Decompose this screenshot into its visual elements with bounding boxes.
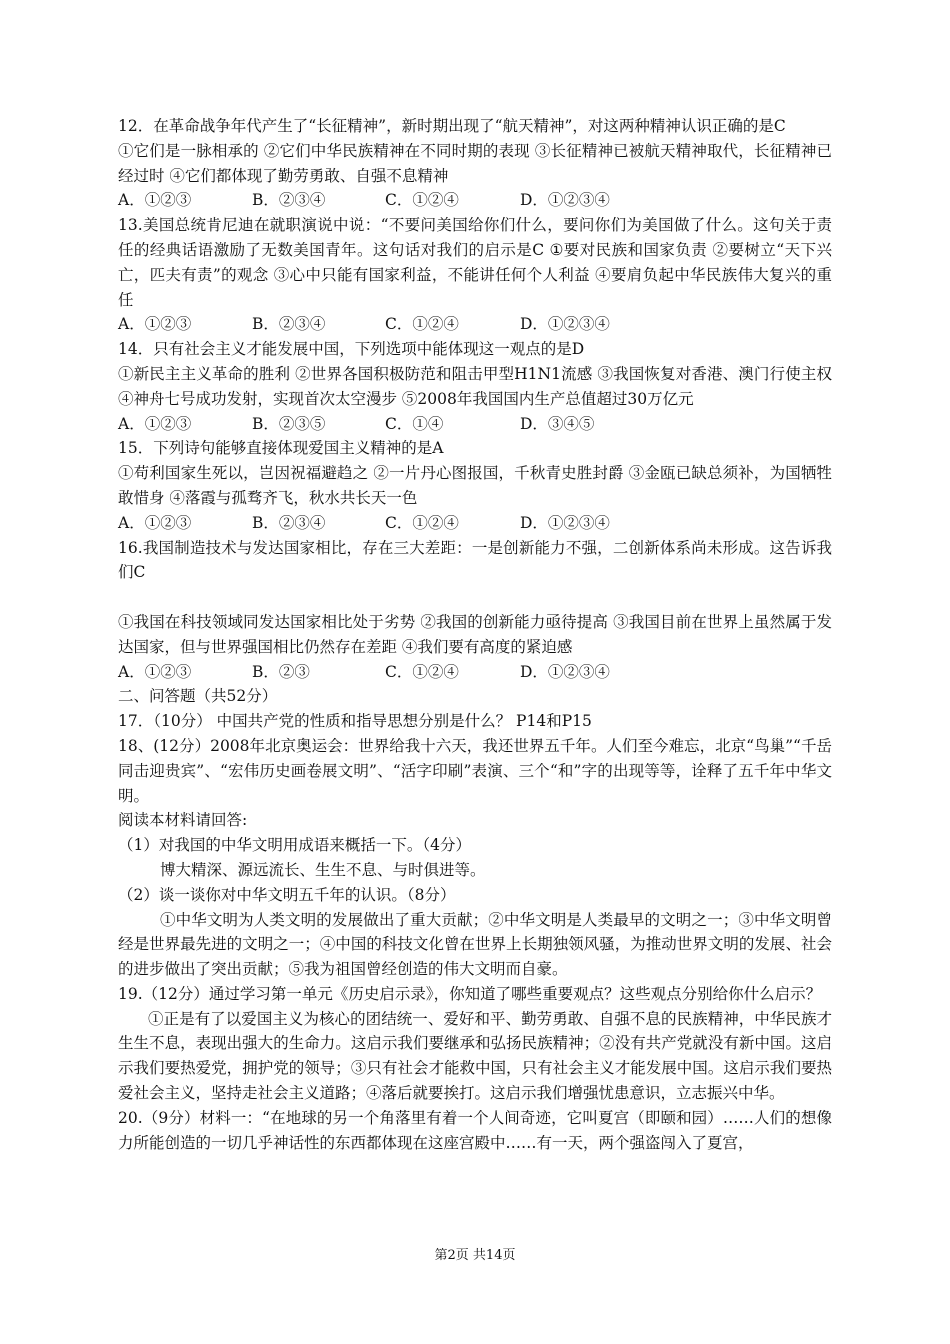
blank-line	[118, 585, 832, 610]
question-17: 17．（10分） 中国共产党的性质和指导思想分别是什么？ P14和P15	[118, 712, 592, 731]
question-15	[118, 436, 832, 535]
option-b: B．②③	[252, 662, 310, 681]
question-19	[118, 982, 832, 1106]
sub-question-1: （1）对我国的中华文明用成语来概括一下。（4分）	[118, 836, 471, 855]
question-stem: 18、(12分）2008年北京奥运会：世界给我十六天，我还世界五千年。人们至今难忘，北京“鸟巢”“千岳同击迎贵宾”、“宏伟历史画卷展文明”、“活字印刷”表演、三个“和”字的出现等等，诠释了五千年中华文明。	[118, 736, 832, 805]
option-c: C．①②④	[385, 513, 459, 532]
question-items: ①苟利国家生死以，岂因祝福避趋之 ②一片丹心图报国，千秋青史胜封爵 ③金瓯已缺总须补，为国牺牲敢惜身 ④落霞与孤骛齐飞，秋水共长天一色	[118, 464, 832, 507]
reading-prompt: 阅读本材料请回答:	[118, 811, 248, 830]
option-d: D．①②③④	[520, 662, 610, 681]
sub-question-2: （2）谈一谈你对中华文明五千年的认识。（8分）	[118, 885, 456, 904]
option-c: C．①②④	[385, 315, 459, 334]
page-footer: 第2页 共14页	[434, 1248, 516, 1263]
answer-1: 博大精深、源远流长、生生不息、与时俱进等。	[160, 860, 486, 879]
option-b: B．②③④	[252, 191, 326, 210]
question-14	[118, 337, 832, 436]
answer-options	[118, 188, 832, 213]
option-b: B．②③④	[252, 315, 326, 334]
question-16	[118, 536, 832, 685]
option-a: A．①②③	[118, 315, 192, 334]
question-13	[118, 213, 832, 337]
option-a: A．①②③	[118, 662, 192, 681]
question-items: ①新民主主义革命的胜利 ②世界各国积极防范和阻击甲型H1N1流感 ③我国恢复对香港、澳门行使主权 ④神舟七号成功发射，实现首次太空漫步 ⑤2008年我国国内生产总值超过30万亿元	[118, 364, 832, 408]
option-c: C．①②④	[385, 191, 459, 210]
question-items: ①我国在科技领域同发达国家相比处于劣势 ②我国的创新能力亟待提高 ③我国目前在世界上虽然属于发达国家，但与世界强国相比仍然存在差距 ④我们要有高度的紧迫感	[118, 612, 832, 656]
answer-options	[118, 312, 832, 337]
option-d: D．①②③④	[520, 513, 610, 532]
option-c: C．①④	[385, 414, 444, 433]
question-18	[118, 734, 832, 982]
answer-2: ①中华文明为人类文明的发展做出了重大贡献；②中华文明是人类最早的文明之一；③中华文明曾经是世界最先进的文明之一；④中国的科技文化曾在世界上长期独领风骚，为推动世界文明的发展、社会的进步做出了突出贡献；⑤我为祖国曾经创造的伟大文明而自豪。	[118, 910, 832, 979]
question-20	[118, 1106, 832, 1156]
question-stem: 20.（9分）材料一：“在地球的另一个角落里有着一个人间奇迹，它叫夏宫（即颐和园）……人们的想像力所能创造的一切几乎神话性的东西都体现在这座宫殿中……有一天，两个强盗闯入了夏宫，	[118, 1108, 832, 1152]
section-heading: 二、问答题（共52分）	[118, 687, 278, 706]
option-b: B．②③⑤	[252, 414, 326, 433]
question-stem: 12．在革命战争年代产生了“长征精神”，新时期出现了“航天精神”，对这两种精神认识正确的是C	[118, 117, 786, 135]
question-stem: 15．下列诗句能够直接体现爱国主义精神的是A	[118, 439, 444, 458]
question-stem: 19.（12分）通过学习第一单元《历史启示录》，你知道了哪些重要观点？这些观点分别给你什么启示？	[118, 984, 822, 1003]
option-d: D．③④⑤	[520, 414, 595, 433]
option-a: A．①②③	[118, 414, 192, 433]
option-d: D．①②③④	[520, 315, 610, 334]
document-body	[118, 114, 832, 1155]
answer: ①正是有了以爱国主义为核心的团结统一、爱好和平、勤劳勇敢、自强不息的民族精神，中华民族才生生不息，表现出强大的生命力。这启示我们要继承和弘扬民族精神；②没有共产党就没有新中国。这启示我们要热爱党，拥护党的领导；③只有社会才能救中国，只有社会主义才能发展中国。这启示我们要热爱社会主义，坚持走社会主义道路；④落后就要挨打。这启示我们增强忧患意识，立志振兴中华。	[118, 1009, 832, 1103]
option-b: B．②③④	[252, 513, 326, 532]
question-stem: 16.我国制造技术与发达国家相比，存在三大差距：一是创新能力不强，二创新体系尚未形成。这告诉我们C	[118, 538, 832, 582]
question-stem: 13.美国总统肯尼迪在就职演说中说：“不要问美国给你们什么，要问你们为美国做了什么。这句关于责任的经典话语激励了无数美国青年。这句话对我们的启示是C ①要对民族和国家负责 ②要树立“天下兴亡，匹夫有责”的观念 ③心中只能有国家利益，不能讲任何个人利益 ④要肩负起中华民族伟大复兴的重任	[118, 216, 832, 309]
question-items: ①它们是一脉相承的 ②它们中华民族精神在不同时期的表现 ③长征精神已被航天精神取代，长征精神已经过时 ④它们都体现了勤劳勇敢、自强不息精神	[118, 141, 832, 185]
answer-options	[118, 511, 832, 536]
question-12	[118, 114, 832, 213]
answer-options	[118, 412, 832, 437]
option-a: A．①②③	[118, 191, 192, 210]
option-a: A．①②③	[118, 513, 192, 532]
option-c: C．①②④	[385, 662, 459, 681]
question-stem: 14．只有社会主义才能发展中国，下列选项中能体现这一观点的是D	[118, 340, 585, 359]
option-d: D．①②③④	[520, 191, 610, 210]
answer-options	[118, 660, 832, 685]
